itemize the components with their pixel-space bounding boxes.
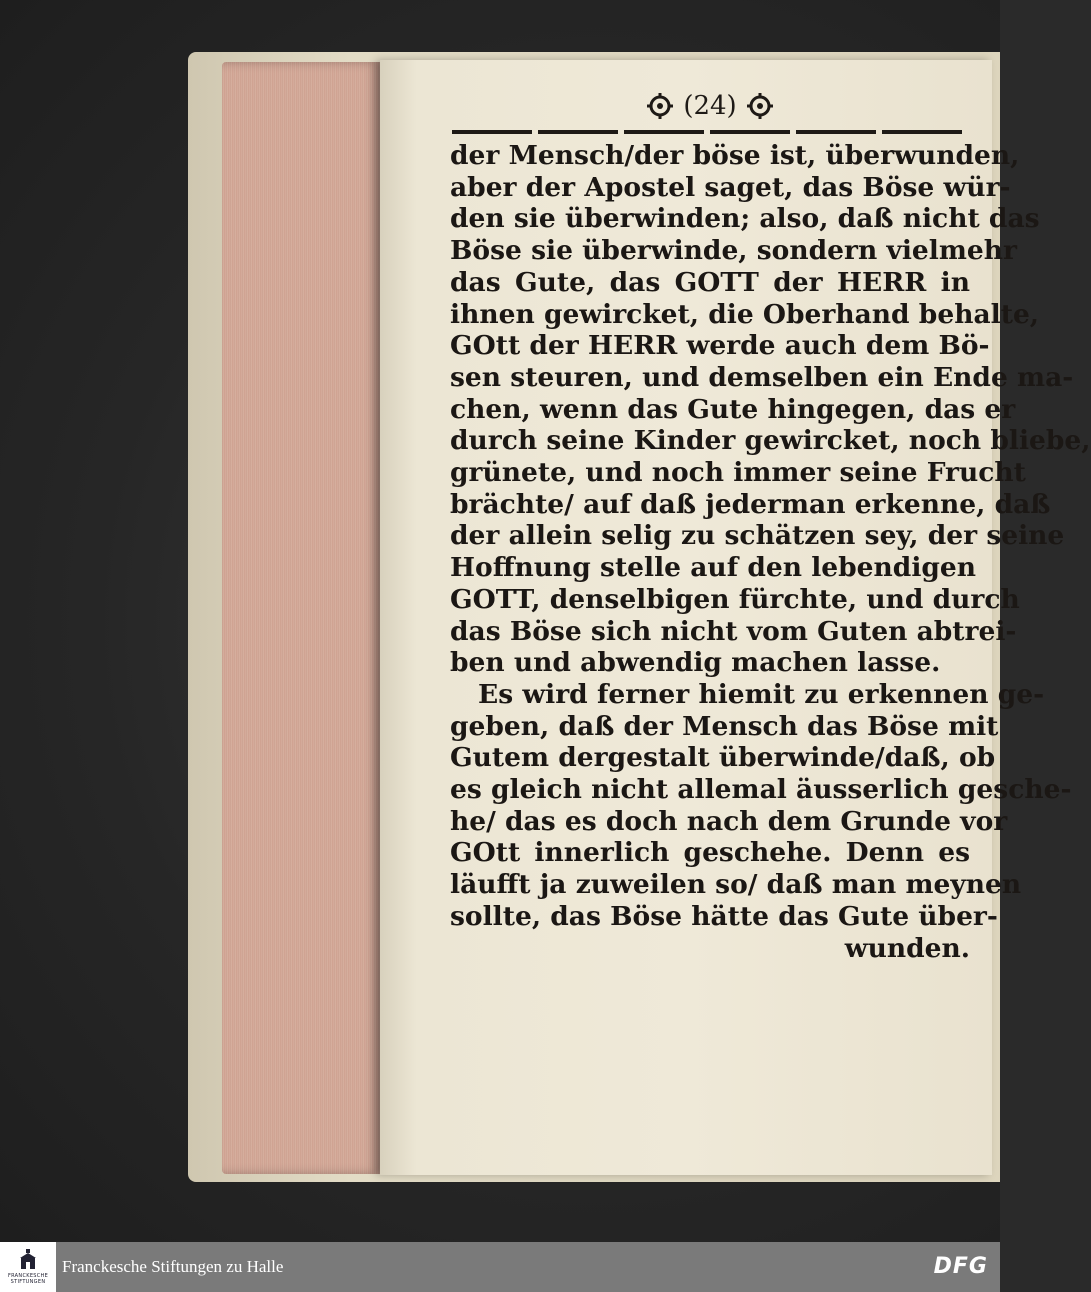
header-rule: [452, 130, 964, 134]
text-line: chen, wenn das Gute hingegen, das er: [450, 393, 1016, 425]
viewer-footer: [0, 1242, 1000, 1292]
logo-text-line: FRANCKESCHE: [7, 1273, 49, 1279]
text-line: Gutem dergestalt überwinde/daß, ob: [450, 742, 996, 774]
text-line: Es wird ferner hiemit zu erkennen ge-: [478, 678, 1045, 710]
text-line: das Böse sich nicht vom Guten abtrei-: [450, 615, 1017, 647]
text-line: sollte, das Böse hätte das Gute über-: [450, 900, 998, 932]
book-page: [380, 60, 1091, 1175]
page-header: [630, 86, 790, 126]
text-line: ihnen gewircket, die Oberhand behalte,: [450, 298, 1040, 330]
page-edges: [222, 62, 382, 1174]
text-line: GOtt der HERR werde auch dem Bö-: [450, 330, 990, 362]
text-line: brächte/ auf daß jederman erkenne, daß: [450, 488, 1051, 520]
text-line: es gleich nicht allemal äusserlich gesche-: [450, 774, 1072, 806]
text-line: der allein selig zu schätzen sey, der seine: [450, 520, 1065, 552]
text-line: wunden.: [844, 932, 970, 964]
text-line: geben, daß der Mensch das Böse mit: [450, 710, 999, 742]
text-line: he/ das es doch nach dem Grunde vor: [450, 805, 1008, 837]
logo-text-line: STIFTUNGEN: [10, 1279, 46, 1285]
building-icon: [18, 1249, 38, 1271]
text-line: läufft ja zuweilen so/ daß man meynen: [450, 869, 1022, 901]
text-line: durch seine Kinder gewircket, noch bliebe,: [450, 425, 1091, 457]
dfg-logo[interactable]: DFG: [933, 1254, 988, 1279]
text-line: der Mensch/der böse ist, überwunden,: [450, 140, 1020, 171]
text-line: ben und abwendig machen lasse.: [450, 647, 941, 679]
text-line: GOTT, denselbigen fürchte, und durch: [450, 583, 1020, 615]
institution-logo[interactable]: [0, 1242, 56, 1292]
text-line: grünete, und noch immer seine Frucht: [450, 457, 1026, 489]
ornament-icon: [747, 93, 773, 119]
institution-title[interactable]: Franckesche Stiftungen zu Halle: [62, 1257, 284, 1276]
text-line: das Gute, das GOTT der HERR in: [450, 266, 970, 298]
text-line: aber der Apostel saget, das Böse wür-: [450, 171, 1011, 203]
page-text: [450, 140, 1091, 964]
text-line: sen steuren, und demselben ein Ende ma-: [450, 361, 1074, 393]
ornament-icon: [647, 93, 673, 119]
text-line: Böse sie überwinde, sondern vielmehr: [450, 235, 1017, 267]
page-number: (24): [683, 91, 737, 121]
text-line: GOtt innerlich geschehe. Denn es: [450, 837, 970, 869]
text-line: Hoffnung stelle auf den lebendigen: [450, 552, 977, 584]
text-line: den sie überwinden; also, daß nicht das: [450, 203, 1040, 235]
